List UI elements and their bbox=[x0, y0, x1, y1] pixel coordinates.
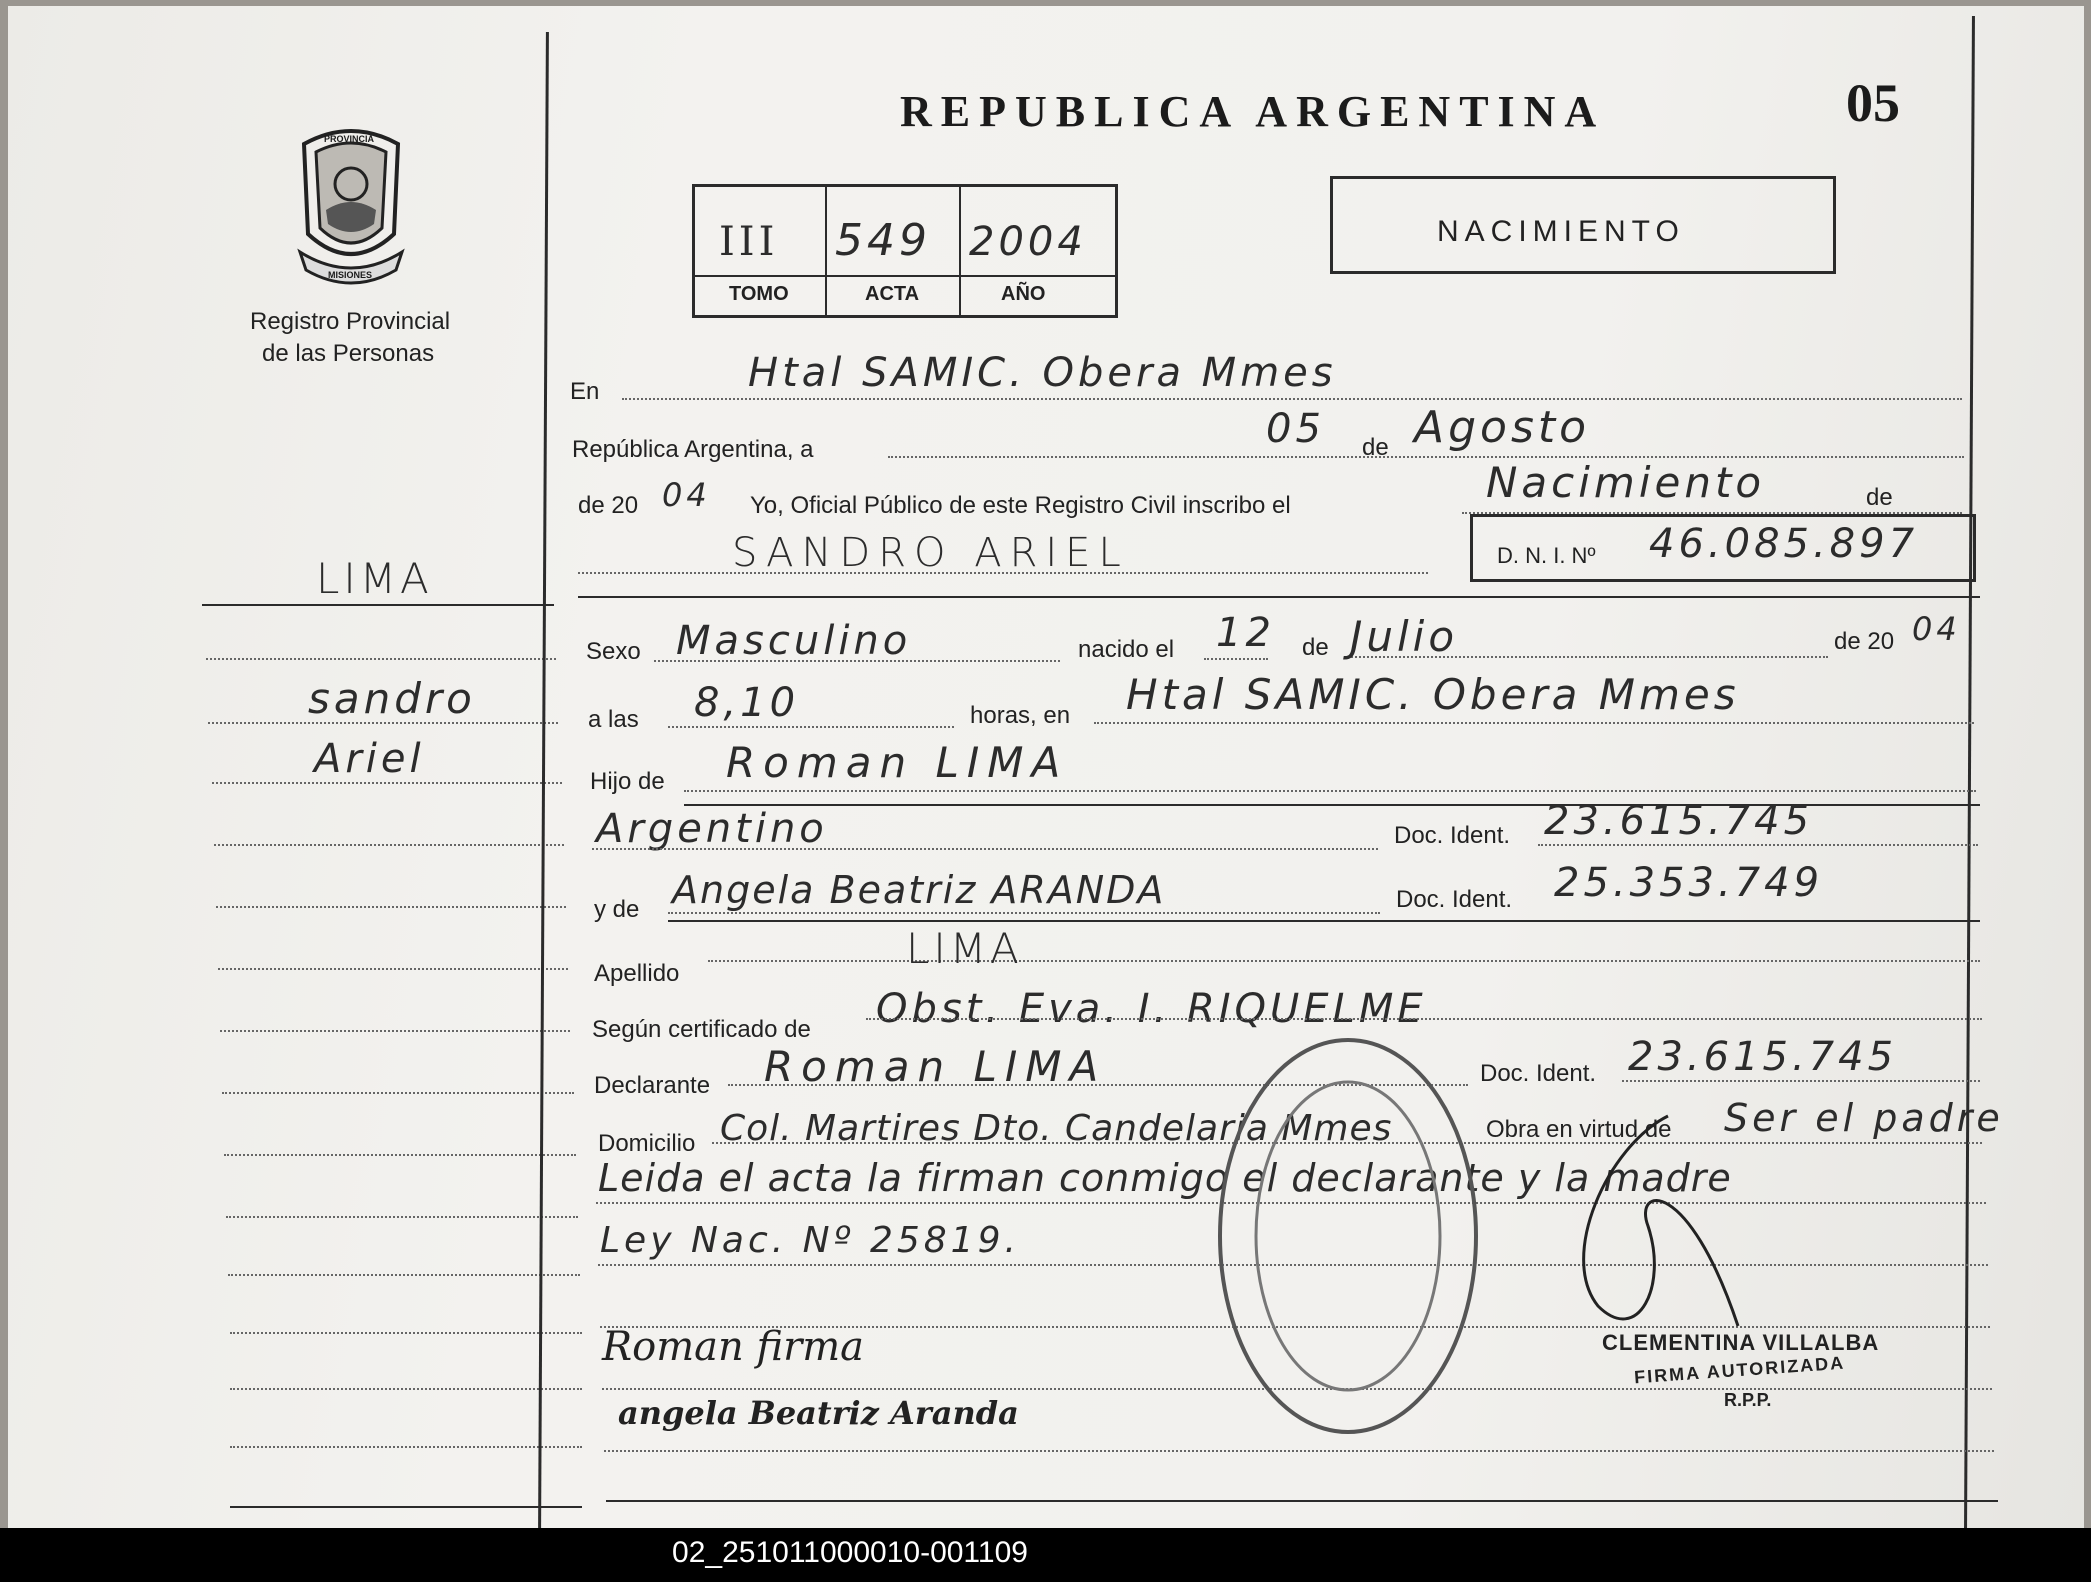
value-nota1: Leida el acta la firman conmigo el declarante y la madre bbox=[598, 1156, 1732, 1200]
label-a-las: a las bbox=[588, 706, 639, 733]
value-nacido-anio: 04 bbox=[1912, 610, 1961, 648]
value-dia: 05 bbox=[1266, 406, 1325, 452]
label-dni: D. N. I. Nº bbox=[1497, 543, 1596, 568]
field-line bbox=[1094, 722, 1974, 724]
page-number: 05 bbox=[1846, 73, 1900, 133]
signature-mother: angela Beatriz Aranda bbox=[618, 1394, 1019, 1432]
acta-value: 549 bbox=[835, 215, 931, 266]
seal-top-text: PROVINCIA bbox=[324, 134, 375, 144]
field-line bbox=[668, 726, 954, 728]
margin-given-name-2: Ariel bbox=[314, 736, 425, 782]
label-doc-ident-madre: Doc. Ident. bbox=[1396, 886, 1513, 913]
value-padre: Roman LIMA bbox=[726, 738, 1069, 787]
field-line bbox=[888, 456, 1964, 458]
field-line bbox=[622, 398, 1962, 400]
value-madre-doc: 25.353.749 bbox=[1554, 860, 1824, 906]
value-anio-suffix: 04 bbox=[662, 476, 711, 514]
margin-dots bbox=[206, 658, 556, 660]
value-madre: Angela Beatriz ARANDA bbox=[672, 868, 1166, 912]
official-signature-icon bbox=[1538, 1106, 1798, 1366]
record-number-box bbox=[692, 184, 1118, 318]
label-de2: de bbox=[1866, 484, 1893, 511]
value-lugar-nacimiento: Htal SAMIC. Obera Mmes bbox=[1126, 670, 1740, 719]
tomo-label: TOMO bbox=[729, 283, 789, 305]
value-declarante: Roman LIMA bbox=[764, 1042, 1107, 1091]
value-nombres: SANDRO ARIEL bbox=[732, 530, 1129, 576]
label-segun: Según certificado de bbox=[592, 1016, 811, 1043]
value-obra-en-virtud: Ser el padre bbox=[1724, 1096, 2004, 1140]
margin-dots bbox=[208, 722, 558, 724]
label-apellido: Apellido bbox=[594, 960, 680, 987]
label-doc-ident-declarante: Doc. Ident. bbox=[1480, 1060, 1597, 1087]
certificate-page bbox=[8, 6, 2084, 1528]
value-mes: Agosto bbox=[1414, 402, 1591, 453]
label-horas-en: horas, en bbox=[970, 702, 1071, 729]
margin-bottom-rule bbox=[230, 1506, 582, 1508]
registry-name-line1: Registro Provincial bbox=[250, 308, 451, 335]
tomo-value: III bbox=[719, 219, 779, 265]
column-divider bbox=[538, 32, 549, 1528]
registry-stamp-icon bbox=[1198, 1016, 1498, 1456]
field-line bbox=[1204, 658, 1268, 660]
margin-dots bbox=[216, 906, 566, 908]
official-org: R.P.P. bbox=[1724, 1390, 1772, 1410]
value-hora: 8,10 bbox=[694, 680, 800, 726]
label-nacido-el: nacido el bbox=[1078, 636, 1175, 663]
seal-bottom-text: MISIONES bbox=[328, 270, 373, 280]
label-y-de: y de bbox=[594, 896, 640, 923]
label-doc-ident-padre: Doc. Ident. bbox=[1394, 822, 1511, 849]
margin-given-name-1: sandro bbox=[308, 674, 476, 723]
value-certificado: Obst. Eva. I. RIQUELME bbox=[876, 986, 1427, 1032]
value-apellido: LIMA bbox=[906, 924, 1023, 973]
margin-dots bbox=[218, 968, 568, 970]
margin-dots bbox=[226, 1216, 578, 1218]
field-line bbox=[1538, 844, 1978, 846]
margin-surname-rule bbox=[202, 604, 554, 606]
margin-dots bbox=[212, 782, 562, 784]
footer-id: 02_251011000010-001109 bbox=[672, 1536, 1028, 1569]
label-obra-en-virtud: Obra en virtud de bbox=[1486, 1116, 1672, 1143]
field-line bbox=[1622, 1080, 1980, 1082]
field-line bbox=[668, 912, 1380, 914]
dni-box bbox=[1470, 514, 1976, 582]
label-de-year2: de 20 bbox=[1834, 628, 1895, 655]
margin-dots bbox=[220, 1030, 570, 1032]
bottom-rule bbox=[606, 1500, 1998, 1502]
value-domicilio: Col. Martires Dto. Candelaria Mmes bbox=[720, 1108, 1393, 1149]
official-name: CLEMENTINA VILLALBA bbox=[1602, 1330, 1880, 1355]
record-type: NACIMIENTO bbox=[1437, 215, 1685, 248]
value-sexo: Masculino bbox=[676, 618, 912, 664]
field-line bbox=[684, 790, 1976, 792]
margin-dots bbox=[230, 1388, 582, 1390]
field-line bbox=[708, 960, 1980, 962]
label-hijo-de: Hijo de bbox=[590, 768, 665, 795]
acta-label: ACTA bbox=[865, 283, 920, 305]
value-dni: 46.085.897 bbox=[1649, 521, 1919, 567]
label-domicilio: Domicilio bbox=[598, 1130, 696, 1157]
value-padre-doc: 23.615.745 bbox=[1544, 798, 1814, 844]
margin-surname: LIMA bbox=[316, 554, 433, 603]
label-de-year: de 20 bbox=[578, 492, 639, 519]
label-sexo: Sexo bbox=[586, 638, 641, 665]
label-de3: de bbox=[1302, 634, 1329, 661]
margin-dots bbox=[224, 1154, 576, 1156]
value-lugar: Htal SAMIC. Obera Mmes bbox=[748, 350, 1337, 396]
value-nacido-mes: Julio bbox=[1350, 612, 1459, 661]
label-yo-oficial: Yo, Oficial Público de este Registro Civil inscribo el bbox=[750, 492, 1291, 519]
margin-dots bbox=[222, 1092, 574, 1094]
coat-of-arms-icon bbox=[296, 124, 406, 286]
margin-dots bbox=[230, 1332, 582, 1334]
value-padre-nacionalidad: Argentino bbox=[596, 806, 828, 852]
official-title: FIRMA AUTORIZADA bbox=[1633, 1352, 1846, 1388]
label-republica: República Argentina, a bbox=[572, 436, 814, 463]
footer-bar bbox=[0, 1528, 2091, 1582]
column-divider-right bbox=[1964, 16, 1975, 1528]
registry-name-line2: de las Personas bbox=[262, 340, 435, 367]
value-nota2: Ley Nac. Nº 25819. bbox=[600, 1220, 1020, 1261]
field-rule bbox=[668, 920, 1980, 922]
label-en: En bbox=[570, 378, 600, 405]
ano-value: 2004 bbox=[969, 219, 1087, 265]
value-nacido-dia: 12 bbox=[1216, 610, 1275, 656]
margin-dots bbox=[230, 1446, 582, 1448]
ano-label: AÑO bbox=[1001, 283, 1046, 305]
signature-father: Roman firma bbox=[602, 1324, 865, 1370]
value-declarante-doc: 23.615.745 bbox=[1628, 1034, 1898, 1080]
value-inscripcion: Nacimiento bbox=[1486, 458, 1766, 507]
margin-dots bbox=[214, 844, 564, 846]
page-title: REPUBLICA ARGENTINA bbox=[900, 87, 1606, 136]
record-type-box bbox=[1330, 176, 1836, 274]
margin-dots bbox=[228, 1274, 580, 1276]
field-line bbox=[592, 848, 1378, 850]
registry-seal bbox=[296, 124, 406, 286]
label-de: de bbox=[1362, 434, 1389, 461]
section-rule bbox=[578, 596, 1980, 598]
label-declarante: Declarante bbox=[594, 1072, 711, 1099]
